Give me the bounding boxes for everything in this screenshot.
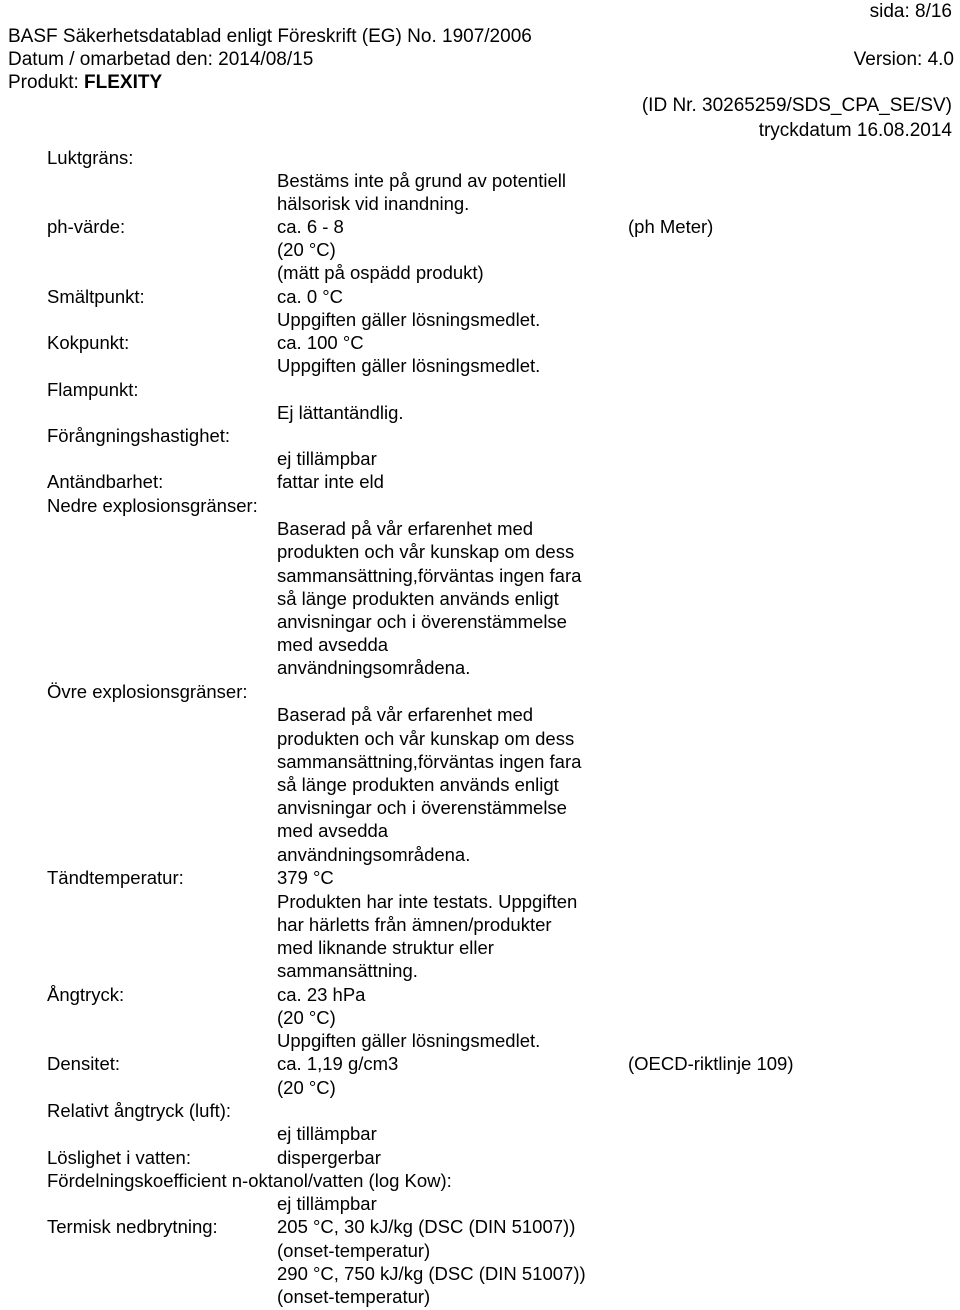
ignition-temperature-note: sammansättning. [277,960,418,981]
ignition-temperature-note: Produkten har inte testats. Uppgiften [277,891,578,912]
ph-value: (mätt på ospädd produkt) [277,262,484,283]
water-solubility-label: Löslighet i vatten: [47,1147,191,1168]
lower-explosion-limit-text: sammansättning,förväntas ingen fara [277,565,582,586]
odor-threshold-value: Bestäms inte på grund av potentiell [277,170,566,191]
upper-explosion-limit-label: Övre explosionsgränser: [47,681,248,702]
product-name: FLEXITY [84,72,163,93]
flammability-label: Antändbarhet: [47,471,164,492]
upper-explosion-limit-text: produkten och vår kunskap om dess [277,728,575,749]
flash-point-value: Ej lättantändlig. [277,402,404,423]
lower-explosion-limit-text: Baserad på vår erfarenhet med [277,518,534,539]
boiling-point-label: Kokpunkt: [47,332,130,353]
product-label: Produkt: [8,72,79,93]
product-line [8,71,162,94]
melting-point-label: Smältpunkt: [47,286,145,307]
water-solubility-value: dispergerbar [277,1147,381,1168]
upper-explosion-limit-text: Baserad på vår erfarenhet med [277,704,534,725]
density-value: ca. 1,19 g/cm3 [277,1053,399,1074]
upper-explosion-limit-text: anvisningar och i överenstämmelse [277,797,567,818]
density-method: (OECD-riktlinje 109) [628,1053,794,1074]
thermal-decomposition-note: (onset-temperatur) [277,1240,431,1261]
lower-explosion-limit-text: anvisningar och i överenstämmelse [277,611,567,632]
thermal-decomposition-value: 205 °C, 30 kJ/kg (DSC (DIN 51007)) [277,1216,576,1237]
evaporation-rate-value: ej tillämpbar [277,448,377,469]
page-number: sida: 8/16 [869,1,952,22]
vapor-pressure-note: Uppgiften gäller lösningsmedlet. [277,1030,541,1051]
ignition-temperature-value: 379 °C [277,867,334,888]
lower-explosion-limit-text: produkten och vår kunskap om dess [277,541,575,562]
print-date: tryckdatum 16.08.2014 [758,120,952,141]
lower-explosion-limit-text: med avsedda [277,634,389,655]
evaporation-rate-label: Förångningshastighet: [47,425,231,446]
upper-explosion-limit-text: sammansättning,förväntas ingen fara [277,751,582,772]
vapor-pressure-label: Ångtryck: [47,984,125,1005]
ph-value: ca. 6 - 8 [277,216,344,237]
odor-threshold-value: hälsorisk vid inandning. [277,193,470,214]
ph-method: (ph Meter) [628,216,714,237]
vapor-pressure-value: ca. 23 hPa [277,984,366,1005]
document-id: (ID Nr. 30265259/SDS_CPA_SE/SV) [641,95,952,116]
vapor-pressure-condition: (20 °C) [277,1007,336,1028]
density-condition: (20 °C) [277,1077,336,1098]
lower-explosion-limit-text: så länge produkten används enligt [277,588,559,609]
flammability-value: fattar inte eld [277,471,384,492]
upper-explosion-limit-text: med avsedda [277,820,389,841]
thermal-decomposition-note: (onset-temperatur) [277,1286,431,1307]
lower-explosion-limit-label: Nedre explosionsgränser: [47,495,258,516]
document-title: BASF Säkerhetsdatablad enligt Föreskrift (EG) No. 1907/2006 [8,26,532,47]
thermal-decomposition-label: Termisk nedbrytning: [47,1216,218,1237]
boiling-point-value: ca. 100 °C [277,332,364,353]
ignition-temperature-label: Tändtemperatur: [47,867,184,888]
ph-value: (20 °C) [277,239,336,260]
melting-point-value: ca. 0 °C [277,286,344,307]
thermal-decomposition-value: 290 °C, 750 kJ/kg (DSC (DIN 51007)) [277,1263,586,1284]
odor-threshold-label: Luktgräns: [47,147,134,168]
ignition-temperature-note: med liknande struktur eller [277,937,494,958]
upper-explosion-limit-text: så länge produkten används enligt [277,774,559,795]
partition-coefficient-label: Fördelningskoefficient n-oktanol/vatten (log Kow): [47,1170,452,1191]
revision-date: Datum / omarbetad den: 2014/08/15 [8,49,314,70]
relative-vapor-density-value: ej tillämpbar [277,1123,377,1144]
melting-point-note: Uppgiften gäller lösningsmedlet. [277,309,541,330]
flash-point-label: Flampunkt: [47,379,139,400]
partition-coefficient-value: ej tillämpbar [277,1193,377,1214]
ignition-temperature-note: har härletts från ämnen/produkter [277,914,552,935]
ph-label: ph-värde: [47,216,126,237]
version: Version: 4.0 [853,49,954,70]
boiling-point-note: Uppgiften gäller lösningsmedlet. [277,355,541,376]
lower-explosion-limit-text: användningsområdena. [277,657,471,678]
density-label: Densitet: [47,1053,121,1074]
upper-explosion-limit-text: användningsområdena. [277,844,471,865]
relative-vapor-density-label: Relativt ångtryck (luft): [47,1100,232,1121]
